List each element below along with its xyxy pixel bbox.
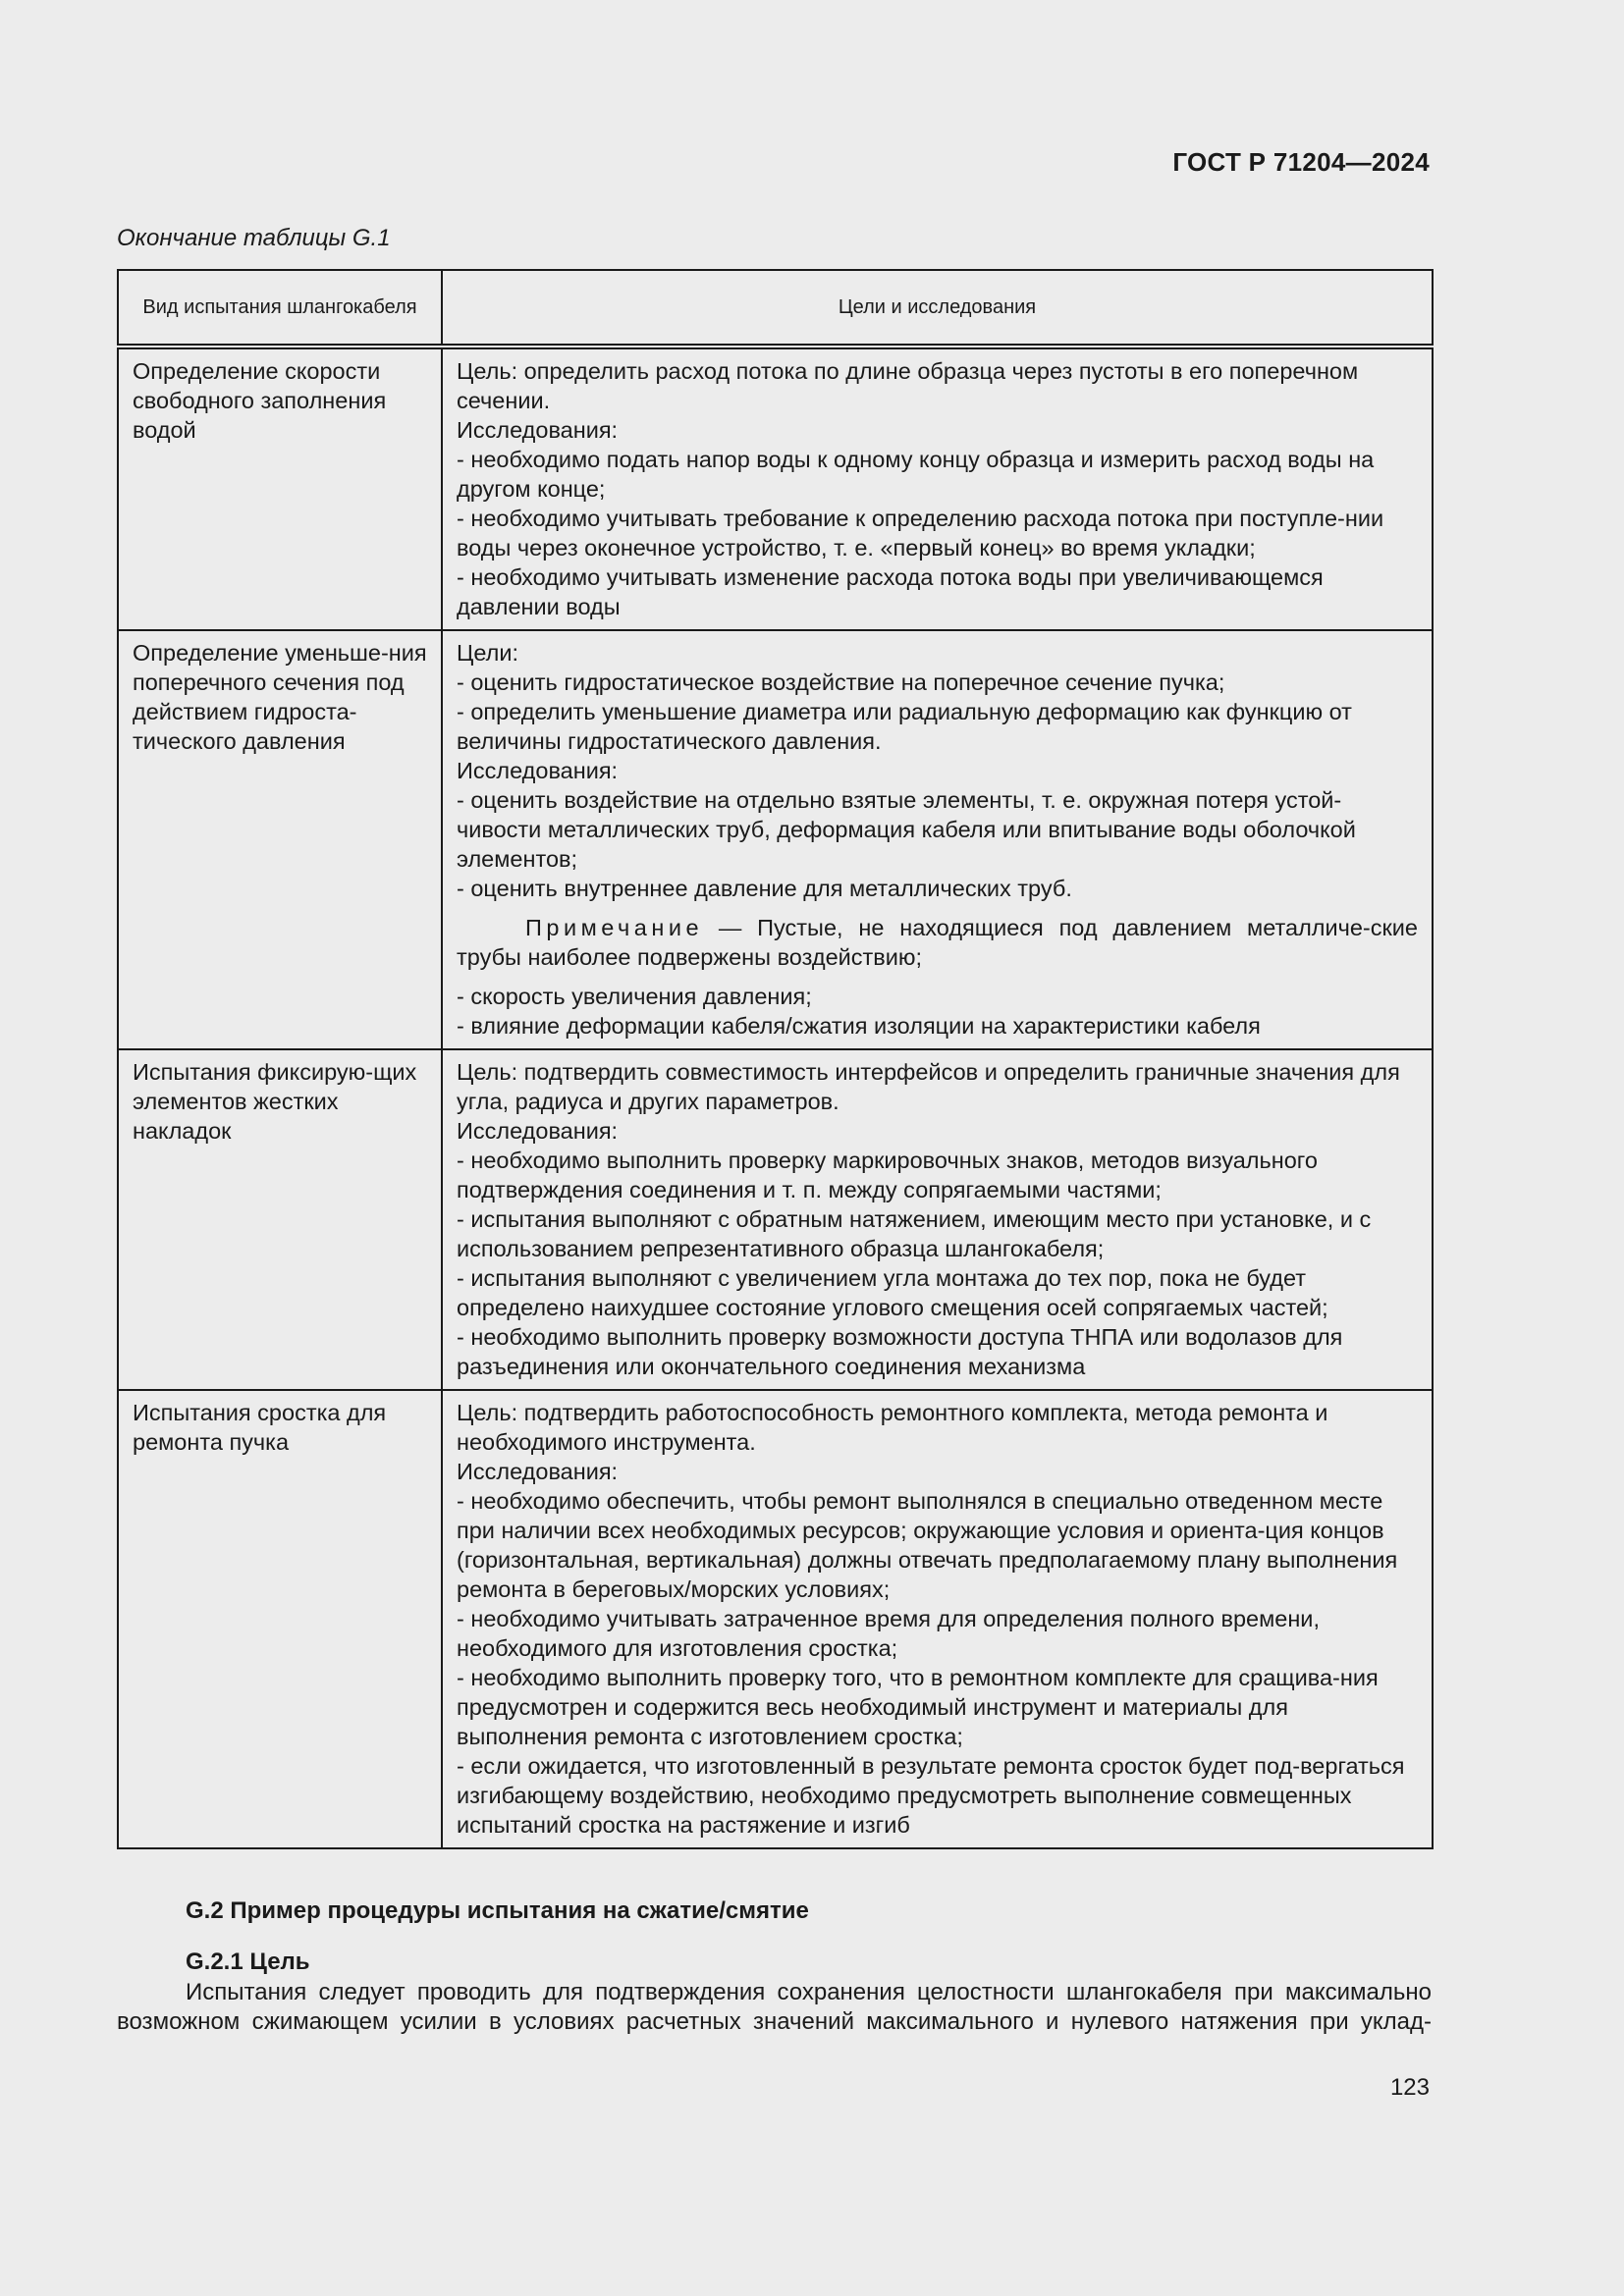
section-heading: G.2 Пример процедуры испытания на сжатие/смятие	[186, 1897, 809, 1924]
list-item: - оценить воздействие на отдельно взятые элементы, т. е. окружная потеря устой-чивости металлических труб, деформация кабеля или впитывание воды оболочкой элементов;	[457, 787, 1356, 872]
note-text: — Пустые, не находящиеся под давлением металличе-ские трубы наиболее подвержены воздействию;	[457, 915, 1418, 970]
goal-line: Цель: подтвердить работоспособность ремонтного комплекта, метода ремонта и необходимого инструмента.	[457, 1400, 1328, 1455]
list-item: - необходимо подать напор воды к одному концу образца и измерить расход воды на другом конце;	[457, 447, 1375, 502]
research-label: Исследования:	[457, 417, 619, 443]
page-number: 123	[1389, 2074, 1430, 2101]
table-row	[118, 1049, 1433, 1390]
list-item: - оценить внутреннее давление для металлических труб.	[457, 876, 1072, 901]
goal-line: Цель: подтвердить совместимость интерфейсов и определить граничные значения для угла, радиуса и других параметров.	[457, 1059, 1400, 1114]
list-item: - оценить гидростатическое воздействие на поперечное сечение пучка;	[457, 669, 1225, 695]
list-item: - испытания выполняют с обратным натяжением, имеющим место при установке, и с использованием репрезентативного образца шлангокабеля;	[457, 1206, 1372, 1261]
tests-table	[117, 269, 1434, 1849]
table-note	[457, 913, 1418, 972]
list-item: - скорость увеличения давления;	[457, 984, 812, 1009]
list-item: - испытания выполняют с увеличением угла монтажа до тех пор, пока не будет определено наихудшее состояние углового смещения осей сопрягаемых частей;	[457, 1265, 1328, 1320]
list-item: - влияние деформации кабеля/сжатия изоляции на характеристики кабеля	[457, 1013, 1261, 1039]
list-item: - необходимо выполнить проверку возможности доступа ТНПА или водолазов для разъединения или окончательного соединения механизма	[457, 1324, 1343, 1379]
list-item: - необходимо обеспечить, чтобы ремонт выполнялся в специально отведенном месте при наличии всех необходимых ресурсов; окружающие условия и ориента-ция концов (горизонтальная, вертикальная) должны отвечать предполагаемому плану выполнения ремонта в береговых/морских условиях;	[457, 1488, 1398, 1602]
standard-code: ГОСТ Р 71204—2024	[1172, 147, 1430, 177]
research-label: Исследования:	[457, 758, 619, 783]
table-caption: Окончание таблицы G.1	[117, 225, 391, 251]
subsection-heading: G.2.1 Цель	[186, 1949, 310, 1975]
goals-cell	[442, 630, 1433, 1049]
test-type-cell: Испытания фиксирую-щих элементов жестких накладок	[118, 1049, 442, 1390]
table-header-row	[118, 270, 1433, 347]
col-header-test-type: Вид испытания шлангокабеля	[118, 270, 442, 347]
list-item: - определить уменьшение диаметра или радиальную деформацию как функцию от величины гидростатического давления.	[457, 699, 1352, 754]
goals-cell	[442, 347, 1433, 630]
list-item: - необходимо учитывать затраченное время для определения полного времени, необходимого для изготовления сростка;	[457, 1606, 1320, 1661]
table-row	[118, 630, 1433, 1049]
research-label: Исследования:	[457, 1118, 619, 1144]
test-type-cell: Определение уменьше-ния поперечного сечения под действием гидроста-тического давления	[118, 630, 442, 1049]
list-item: - необходимо выполнить проверку того, что в ремонтном комплекте для сращива-ния предусмотрен и содержится весь необходимый инструмент и материалы для выполнения ремонта с изготовлением сростка;	[457, 1665, 1379, 1749]
table-row	[118, 347, 1433, 630]
col-header-goals: Цели и исследования	[442, 270, 1433, 347]
test-type-cell: Испытания сростка для ремонта пучка	[118, 1390, 442, 1848]
list-item: - необходимо учитывать изменение расхода потока воды при увеличивающемся давлении воды	[457, 564, 1324, 619]
body-paragraph	[117, 1978, 1432, 2037]
table-row	[118, 1390, 1433, 1848]
list-item: - если ожидается, что изготовленный в результате ремонта сросток будет под-вергаться изгибающему воздействию, необходимо предусмотреть выполнение совмещенных испытаний сростка на растяжение и изгиб	[457, 1753, 1405, 1838]
note-label: Примечание	[525, 915, 704, 940]
list-item: - необходимо выполнить проверку маркировочных знаков, методов визуального подтверждения соединения и т. п. между сопрягаемыми частями;	[457, 1148, 1318, 1202]
goal-line: Цель: определить расход потока по длине образца через пустоты в его поперечном сечении.	[457, 358, 1359, 413]
list-item: - необходимо учитывать требование к определению расхода потока при поступле-нии воды через оконечное устройство, т. е. «первый конец» во время укладки;	[457, 506, 1384, 561]
test-type-cell: Определение скорости свободного заполнения водой	[118, 347, 442, 630]
goals-cell	[442, 1390, 1433, 1848]
goal-line: Цели:	[457, 640, 519, 666]
paragraph-line: возможном сжимающем усилии в условиях расчетных значений максимального и нулевого натяжения при уклад-	[117, 2008, 1432, 2035]
goals-cell	[442, 1049, 1433, 1390]
research-label: Исследования:	[457, 1459, 619, 1484]
paragraph-line: Испытания следует проводить для подтверждения сохранения целостности шлангокабеля при максимально	[186, 1979, 1432, 2005]
